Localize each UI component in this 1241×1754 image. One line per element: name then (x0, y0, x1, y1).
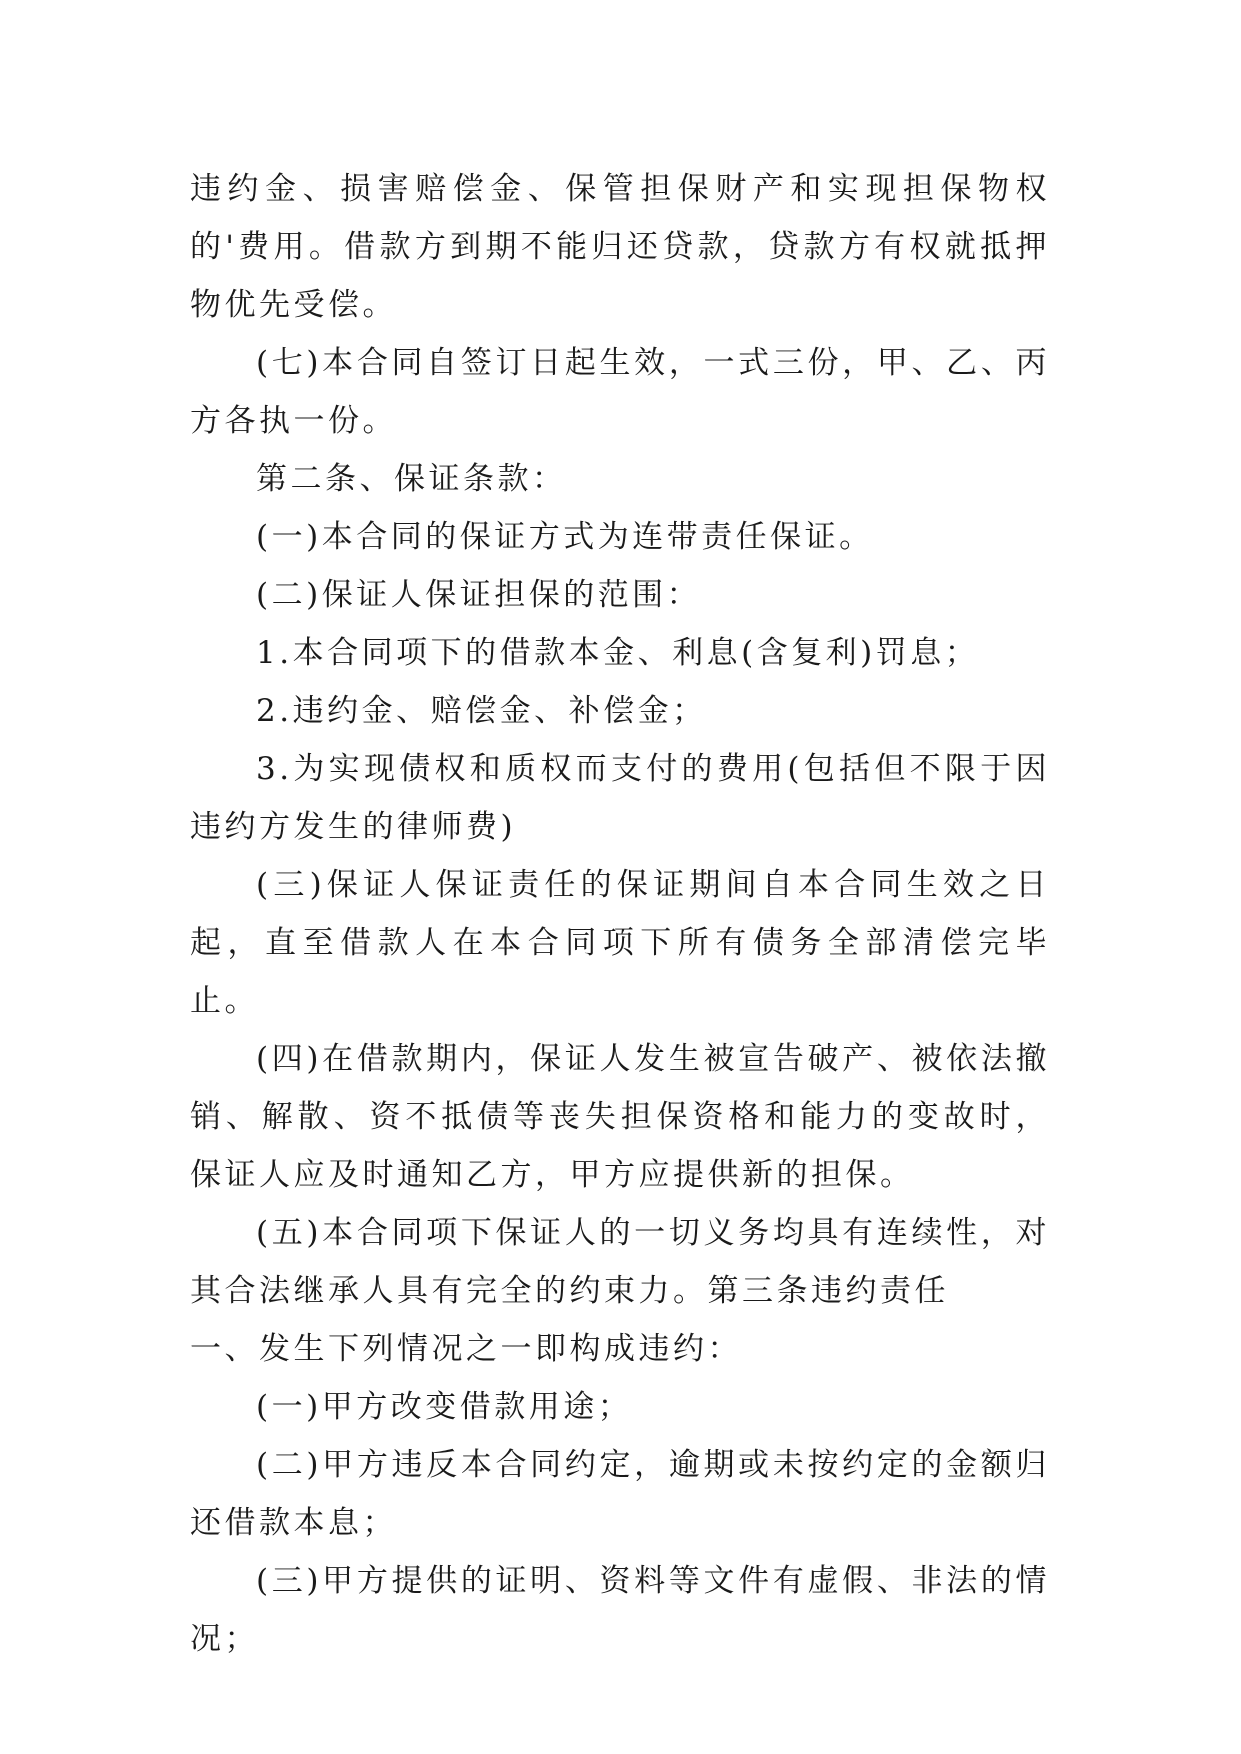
paragraph-13: (一)甲方改变借款用途； (256, 1389, 633, 1425)
paragraph-1: 违约金、损害赔偿金、保管担保财产和实现担保物权的'费用。借款方到期不能归还贷款，贷款方有权就抵押物优先受偿。 (190, 171, 1050, 323)
paragraph-2: (七)本合同自签订日起生效，一式三份，甲、乙、丙方各执一份。 (190, 345, 1050, 439)
paragraph-7: 2.违约金、赔偿金、补偿金； (256, 693, 707, 729)
paragraph-3: 第二条、保证条款： (256, 461, 567, 497)
paragraph-8: 3.为实现债权和质权而支付的费用(包括但不限于因违约方发生的律师费) (190, 751, 1050, 845)
paragraph-14: (二)甲方违反本合同约定，逾期或未按约定的金额归还借款本息； (190, 1447, 1050, 1541)
paragraph-12: 一、发生下列情况之一即构成违约： (190, 1331, 742, 1367)
paragraph-9: (三)保证人保证责任的保证期间自本合同生效之日起，直至借款人在本合同项下所有债务全部清偿完毕止。 (190, 867, 1050, 1019)
paragraph-10: (四)在借款期内，保证人发生被宣告破产、被依法撤销、解散、资不抵债等丧失担保资格和能力的变故时，保证人应及时通知乙方，甲方应提供新的担保。 (190, 1041, 1050, 1193)
paragraph-6: 1.本合同项下的借款本金、利息(含复利)罚息； (256, 635, 980, 671)
paragraph-4: (一)本合同的保证方式为连带责任保证。 (256, 519, 874, 555)
paragraph-15: (三)甲方提供的证明、资料等文件有虚假、非法的情况； (190, 1563, 1050, 1657)
paragraph-5: (二)保证人保证担保的范围： (256, 577, 702, 613)
document-body (190, 160, 1050, 1668)
paragraph-11: (五)本合同项下保证人的一切义务均具有连续性，对其合法继承人具有完全的约束力。第三条违约责任 (190, 1215, 1050, 1309)
